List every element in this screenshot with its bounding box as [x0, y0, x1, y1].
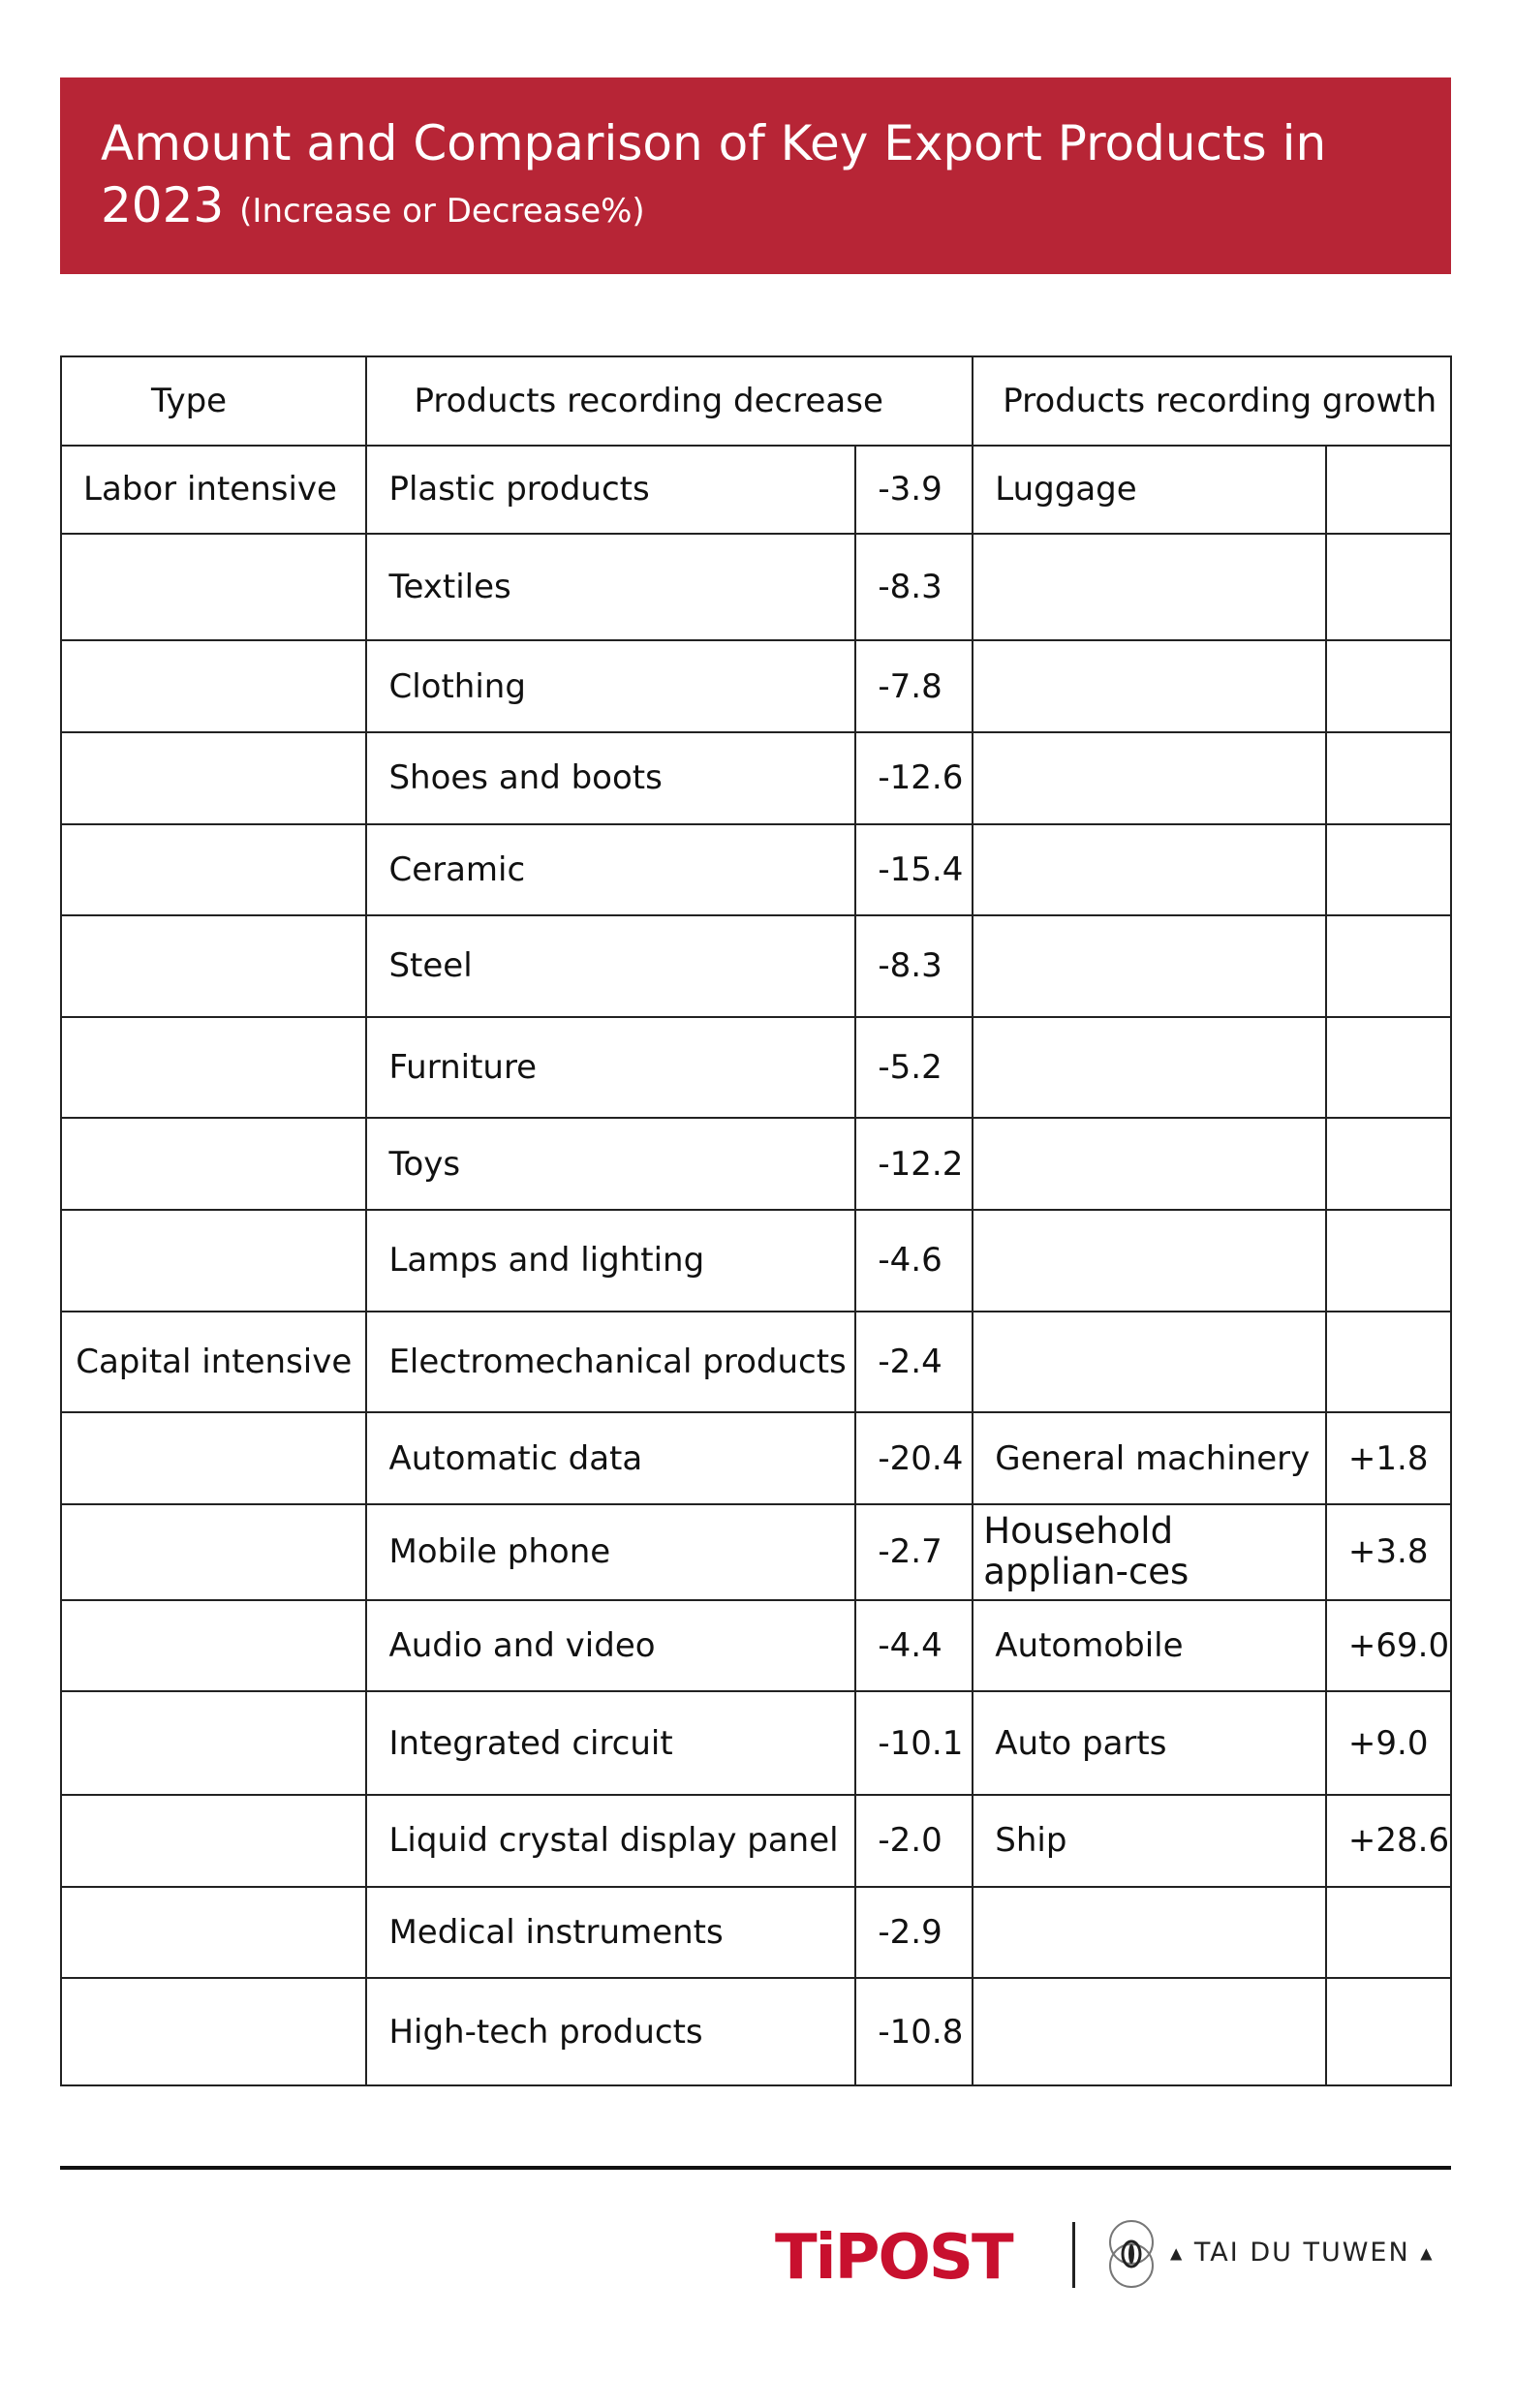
table-row [61, 1017, 1451, 1119]
type-cell [61, 1600, 366, 1692]
decrease-value-cell: -15.4 [855, 824, 973, 916]
decrease-product-cell: Ceramic [366, 824, 855, 916]
decrease-product-cell: Lamps and lighting [366, 1210, 855, 1312]
growth-value-cell: +9.0 [1326, 1691, 1451, 1795]
decrease-product-cell: Clothing [366, 640, 855, 732]
decrease-value-cell: -2.9 [855, 1887, 973, 1979]
tipost-logo: TiPOST [775, 2222, 1012, 2294]
decrease-value-cell: -8.3 [855, 915, 973, 1017]
type-cell: Capital intensive [61, 1312, 366, 1413]
growth-product-cell [973, 1017, 1326, 1119]
decrease-value-cell: -20.4 [855, 1412, 973, 1504]
type-cell [61, 1504, 366, 1600]
decrease-product-cell: Liquid crystal display panel [366, 1795, 855, 1887]
triangle-left-icon: ▲ [1170, 2243, 1185, 2263]
table-body [61, 446, 1451, 2085]
growth-product-cell: Luggage [973, 446, 1326, 534]
type-cell: Labor intensive [61, 446, 366, 534]
growth-value-cell [1326, 824, 1451, 916]
growth-value-cell [1326, 640, 1451, 732]
growth-product-cell [973, 1978, 1326, 2085]
decrease-value-cell: -4.4 [855, 1600, 973, 1692]
growth-product-cell [973, 1887, 1326, 1979]
growth-product-cell [973, 732, 1326, 824]
brand-text: TAI DU TUWEN [1193, 2238, 1410, 2268]
type-cell [61, 1017, 366, 1119]
growth-value-cell [1326, 1210, 1451, 1312]
decrease-product-cell: Integrated circuit [366, 1691, 855, 1795]
title-subtitle: (Increase or Decrease%) [239, 192, 645, 231]
decrease-product-cell: Medical instruments [366, 1887, 855, 1979]
table-row [61, 1118, 1451, 1210]
type-cell [61, 1978, 366, 2085]
table-row [61, 534, 1451, 641]
growth-value-cell [1326, 534, 1451, 641]
decrease-value-cell: -10.8 [855, 1978, 973, 2085]
table-row [61, 1312, 1451, 1413]
decrease-value-cell: -2.4 [855, 1312, 973, 1413]
decrease-value-cell: -10.1 [855, 1691, 973, 1795]
decrease-value-cell: -7.8 [855, 640, 973, 732]
type-cell [61, 1210, 366, 1312]
table-row [61, 1412, 1451, 1504]
table-row [61, 446, 1451, 534]
type-cell [61, 732, 366, 824]
growth-product-cell [973, 915, 1326, 1017]
growth-product-cell: Ship [973, 1795, 1326, 1887]
decrease-product-cell: Automatic data [366, 1412, 855, 1504]
tai-du-tuwen-brand [1170, 2234, 1435, 2273]
growth-value-cell: +1.8 [1326, 1412, 1451, 1504]
type-cell [61, 824, 366, 916]
type-cell [61, 1795, 366, 1887]
growth-value-cell [1326, 1978, 1451, 2085]
growth-value-cell: +3.8 [1326, 1504, 1451, 1600]
type-cell [61, 1412, 366, 1504]
decrease-product-cell: Furniture [366, 1017, 855, 1119]
decrease-value-cell: -2.0 [855, 1795, 973, 1887]
decrease-column-header: Products recording decrease [366, 356, 973, 446]
table-row [61, 1210, 1451, 1312]
growth-value-cell [1326, 915, 1451, 1017]
type-cell [61, 1887, 366, 1979]
type-cell [61, 1118, 366, 1210]
growth-product-cell [973, 640, 1326, 732]
growth-product-cell [973, 534, 1326, 641]
growth-column-header: Products recording growth [973, 356, 1451, 446]
growth-value-cell [1326, 1312, 1451, 1413]
growth-value-cell: +69.0 [1326, 1600, 1451, 1692]
decrease-value-cell: -8.3 [855, 534, 973, 641]
footer-separator [1072, 2222, 1075, 2288]
growth-product-cell: Household applian-ces [973, 1504, 1326, 1600]
table-row [61, 824, 1451, 916]
growth-product-cell [973, 1312, 1326, 1413]
growth-product-cell: Auto parts [973, 1691, 1326, 1795]
page-title [101, 112, 1412, 242]
decrease-product-cell: Toys [366, 1118, 855, 1210]
growth-value-cell [1326, 446, 1451, 534]
footer-divider [60, 2166, 1451, 2170]
title-banner [60, 77, 1451, 274]
decrease-value-cell: -12.2 [855, 1118, 973, 1210]
decrease-product-cell: Plastic products [366, 446, 855, 534]
decrease-value-cell: -12.6 [855, 732, 973, 824]
table-header-row [61, 356, 1451, 446]
type-cell [61, 640, 366, 732]
decrease-value-cell: -4.6 [855, 1210, 973, 1312]
growth-value-cell [1326, 1118, 1451, 1210]
growth-product-cell [973, 1210, 1326, 1312]
type-cell [61, 1691, 366, 1795]
growth-value-cell: +28.6 [1326, 1795, 1451, 1887]
type-cell [61, 915, 366, 1017]
decrease-product-cell: Audio and video [366, 1600, 855, 1692]
growth-product-cell [973, 824, 1326, 916]
growth-value-cell [1326, 1887, 1451, 1979]
table-row [61, 1691, 1451, 1795]
decrease-value-cell: -2.7 [855, 1504, 973, 1600]
type-cell [61, 534, 366, 641]
table-row [61, 1600, 1451, 1692]
decrease-product-cell: High-tech products [366, 1978, 855, 2085]
table-row [61, 1978, 1451, 2085]
table-row [61, 1795, 1451, 1887]
growth-value-cell [1326, 1017, 1451, 1119]
decrease-product-cell: Mobile phone [366, 1504, 855, 1600]
growth-product-cell: Automobile [973, 1600, 1326, 1692]
table-row [61, 1887, 1451, 1979]
table-row [61, 732, 1451, 824]
decrease-value-cell: -3.9 [855, 446, 973, 534]
decrease-value-cell: -5.2 [855, 1017, 973, 1119]
growth-product-cell [973, 1118, 1326, 1210]
table-row [61, 915, 1451, 1017]
growth-value-cell [1326, 732, 1451, 824]
eye-seal-icon [1102, 2218, 1160, 2290]
title-text: Amount and Comparison of Key Export Products in 2023 [101, 115, 1327, 233]
decrease-product-cell: Shoes and boots [366, 732, 855, 824]
footer-branding [775, 2214, 1453, 2296]
type-column-header: Type [61, 356, 366, 446]
growth-product-cell: General machinery [973, 1412, 1326, 1504]
decrease-product-cell: Steel [366, 915, 855, 1017]
triangle-right-icon: ▲ [1420, 2243, 1435, 2263]
table-row [61, 1504, 1451, 1600]
decrease-product-cell: Textiles [366, 534, 855, 641]
table-row [61, 640, 1451, 732]
export-products-table [60, 355, 1452, 2086]
decrease-product-cell: Electromechanical products [366, 1312, 855, 1413]
